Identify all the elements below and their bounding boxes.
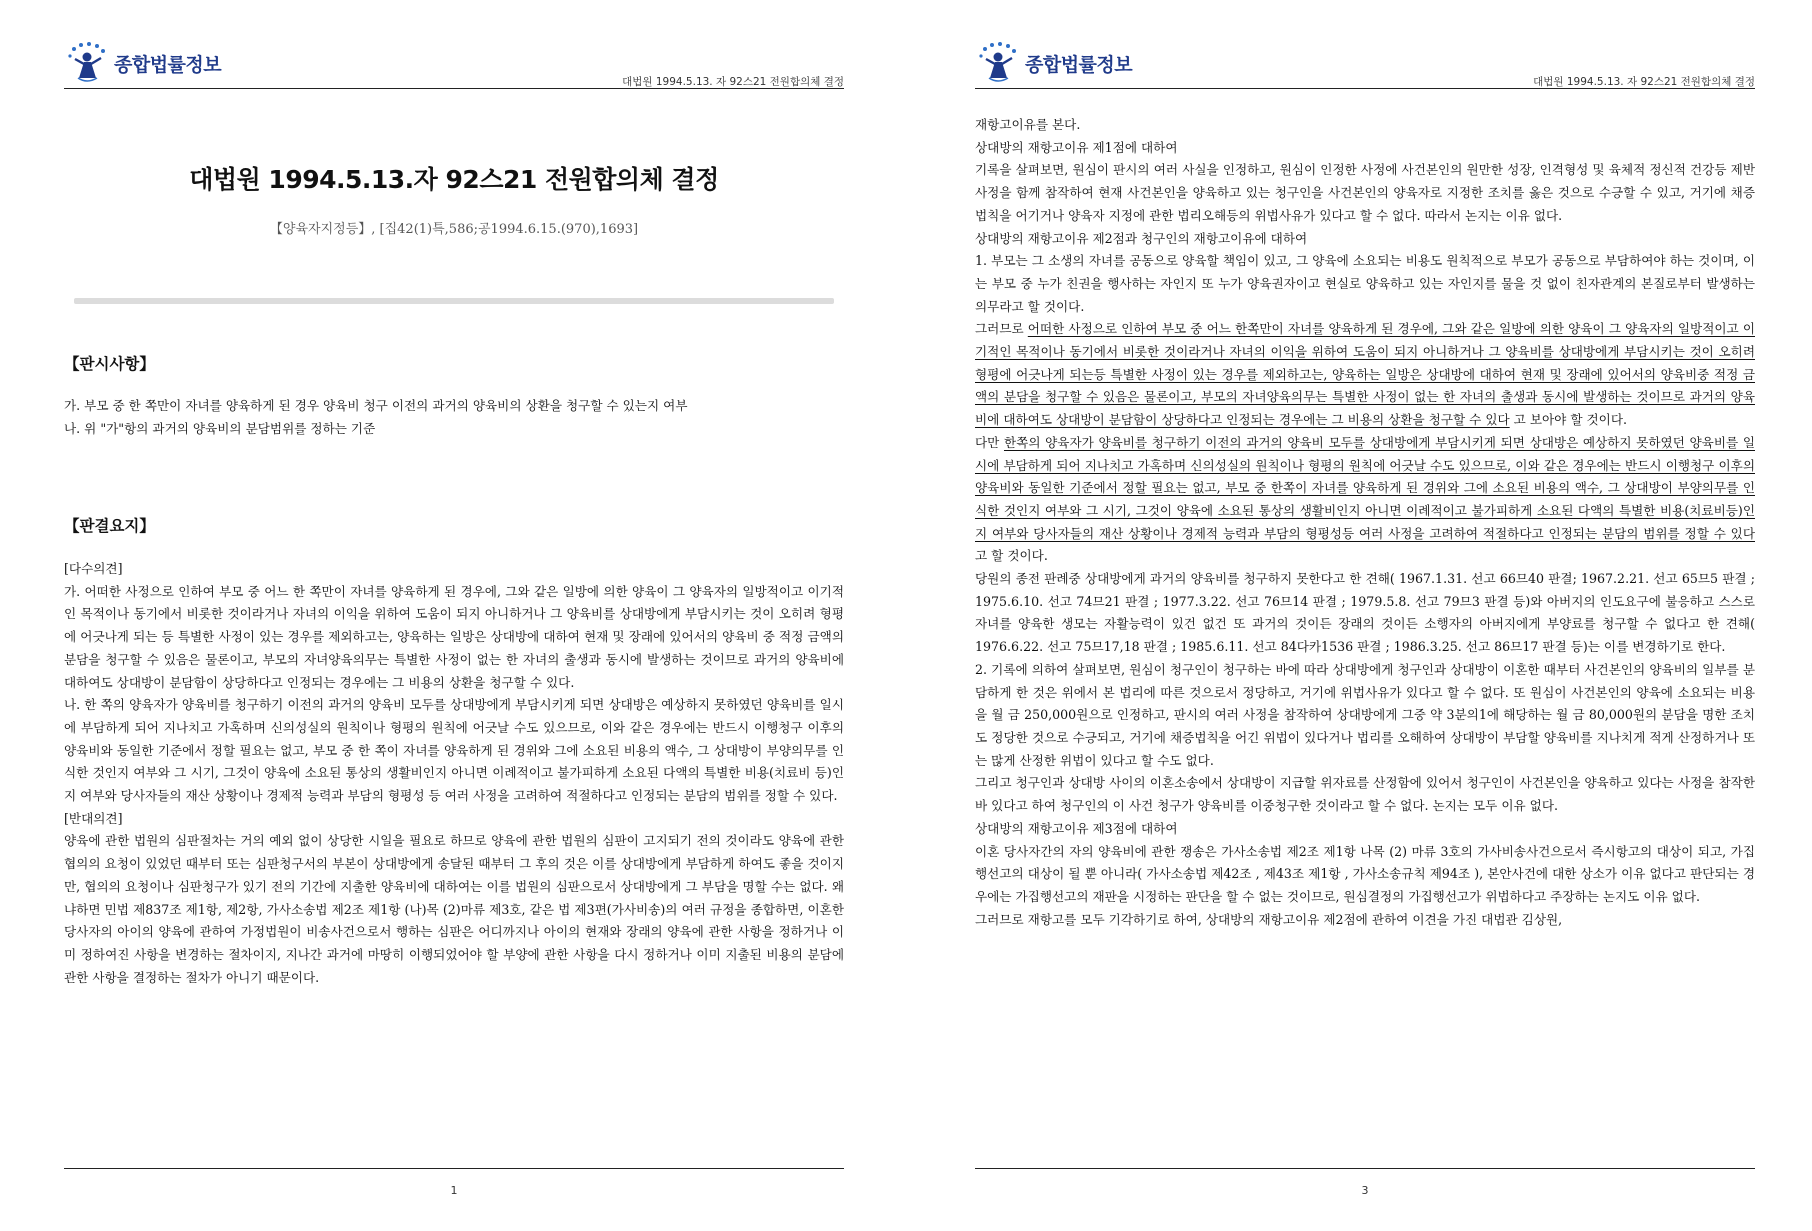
footer-rule [975,1168,1755,1169]
opinion-label-dissent: [반대의견] [64,810,123,826]
reasoning-subheading: 상대방의 재항고이유 제1점에 대하여 [975,139,1178,155]
reasoning-paragraph: 당원의 종전 판례중 상대방에게 과거의 양육비를 청구하지 못한다고 한 견해( 1967.1.31. 선고 66므40 판결; 1967.2.21. 선고 65므5 판결 ; 1975.6.10. 선고 74므21 판결 ; 1977.3.22. 선고 76므14 판결 ; 1979.5.8. 선고 79므3 판결 등)와 아버지의 인도요구에 불응하고 스스로 자녀를 양육한 생모는 자활능력이 있건 없건 또 과거의 것이든 장래의 것이든 소행자의 아버지에게 부양료를 청구할 수 없다고 한 견해( 1976.6.22. 선고 75므17,18 판결 ; 1985.6.11. 선고 84다카1536 판결 ; 1986.3.25. 선고 86므17 판결 등)는 이를 변경하기로 한다. [975,571,1755,655]
summary-paragraph: 나. 한 쪽의 양육자가 양육비를 청구하기 이전의 과거의 양육비 모두를 상대방에게 부담시키게 되면 상대방은 예상하지 못하였던 양육비를 일시에 부담하게 되어 지나치고 가혹하며 신의성실의 원칙이나 형평의 원칙에 어긋날 수도 있으므로, 이와 같은 경우에는 반드시 이행청구 이후의 양육비와 동일한 기준에서 정할 필요는 없고, 부모 중 한 쪽이 자녀를 양육하게 된 경위와 그에 소요된 비용의 액수, 그 상대방이 부양의무를 인식한 것인지 여부와 그 시기, 그것이 양육에 소요된 통상의 생활비인지 아니면 이례적이고 불가피하게 소요된 다액의 특별한 비용(치료비 등)인지 여부와 당사자들의 재산 상황이나 경제적 능력과 부담의 형평성 등 여러 사정을 고려하여 적절하다고 인정되는 분담의 범위를 정할 수 있다. [64,697,844,804]
reasoning-subheading: 상대방의 재항고이유 제3점에 대하여 [975,820,1178,836]
summary-paragraph: 양육에 관한 법원의 심판절차는 거의 예외 없이 상당한 시일을 필요로 하므로 양육에 관한 법원의 심판이 고지되기 전의 것이라도 양육에 관한 협의의 요청이 있었던 때부터 또는 심판청구서의 부본이 상대방에게 송달된 때부터 그 후의 것은 이를 상대방에게 부담하게 하여도 좋을 것이지만, 협의의 요청이나 심판청구가 있기 전의 기간에 지출한 양육비에 대하여는 이를 법원의 심판으로서 상대방에게 그 부담을 명할 수는 없다. 왜냐하면 민법 제837조 제1항, 제2항, 가사소송법 제2조 제1항 (나)목 (2)마류 제3호, 같은 법 제3편(가사비송)의 여러 규정을 종합하면, 이혼한 당사자의 아이의 양육에 관하여 가정법원이 비송사건으로서 행하는 심판은 어디까지나 아이의 현재와 장래의 양육에 관한 사항을 정하거나 이미 정하여진 사항을 변경하는 절차이지, 지나간 과거에 마땅히 이행되었어야 할 부양에 관한 사항을 다시 정하거나 이미 지출된 비용의 분담에 관한 사항을 결정하는 절차가 아니기 때문이다. [64,833,844,985]
reasoning-paragraph: 이혼 당사자간의 자의 양육비에 관한 쟁송은 가사소송법 제2조 제1항 나목 (2) 마류 3호의 가사비송사건으로서 즉시항고의 대상이 되고, 가집행선고의 대상이 될 뿐 아니라( 가사소송법 제42조 , 제43조 제1항 , 가사소송규칙 제94조 ), 본안사건에 대한 상소가 이유 없다고 판단되는 경우에는 가집행선고의 재판을 시정하는 판단을 할 수 없는 것이므로, 원심결정의 가집행선고가 위법하다고 주장하는 논지도 이유 없다. [975,843,1755,904]
court-logo [64,40,221,86]
holding-paragraph: 나. 위 "가"항의 과거의 양육비의 분담범위를 정하는 기준 [64,420,376,436]
page-number: 3 [1361,1184,1369,1197]
footer-rule [64,1168,844,1169]
page-header [975,40,1755,92]
reasoning-paragraph [975,318,1755,432]
underlined-holding-text: 한쪽의 양육자가 양육비를 청구하기 이전의 과거의 양육비 모두를 상대방에게 부담시키게 되면 상대방은 예상하지 못하였던 양육비를 일시에 부담하게 되어 지나치고 가혹하며 신의성실의 원칙이나 형평의 원칙에 어긋날 수도 있으므로, 이와 같은 경우에는 반드시 이행청구 이후의 양육비와 동일한 기준에서 정할 필요는 없고, 부모 중 한쪽이 자녀를 양육하게 된 경위와 그에 소요된 비용의 액수, 그 상대방이 부양의무를 인식한 것인지 여부와 그 시기, 그것이 양육에 소요된 통상의 생활비인지 아니면 이례적이고 불가피하게 소요된 다액의 특별한 비용(치료비등)인지 여부와 당사자들의 재산 상황이나 경제적 능력과 부담의 형평성등 여러 사정을 고려하여 적절하다고 인정되는 분담의 범위를 정할 수 있다 [975,434,1755,541]
page-number: 1 [450,1184,458,1197]
reasoning-paragraph: 그러므로 재항고를 모두 기각하기로 하여, 상대방의 재항고이유 제2점에 관하여 이견을 가진 대법관 김상원, [975,911,1563,927]
header-case-reference: 대법원 1994.5.13. 자 92스21 전원합의체 결정 [1533,76,1755,88]
reasoning-paragraph [975,432,1755,568]
text-run: 고 보아야 할 것이다. [1509,412,1628,428]
title-divider [74,298,834,304]
holding-paragraph: 가. 부모 중 한 쪽만이 자녀를 양육하게 된 경우 양육비 청구 이전의 과거의 양육비의 상환을 청구할 수 있는지 여부 [64,398,688,413]
reasoning-text [975,114,1755,931]
document-page-1 [64,0,844,1231]
header-rule [975,88,1755,89]
holding-text [64,395,844,440]
case-citation: 【양육자지정등】, [집42(1)특,586;공1994.6.15.(970),1693] [269,222,639,237]
document-title: 대법원 1994.5.13.자 92스21 전원합의체 결정 [189,165,719,194]
court-logo [975,40,1132,86]
reasoning-paragraph: 기록을 살펴보면, 원심이 판시의 여러 사실을 인정하고, 원심이 인정한 사정에 사건본인의 원만한 성장, 인격형성 및 육체적 정신적 건강등 제반사정을 함께 참작하여 현재 사건본인을 양육하고 있는 청구인을 사건본인의 양육자로 지정한 조치를 옳은 것으로 수긍할 수 있고, 거기에 채증법칙을 어기거나 양육자 지정에 관한 법리오해등의 위법사유가 있다고 할 수 없다. 따라서 논지는 이유 없다. [975,162,1755,223]
logo-text: 종합법률정보 [1025,53,1133,76]
section-heading-holding: 【판시사항】 [64,355,155,373]
underlined-holding-text: 어떠한 사정으로 인하여 부모 중 어느 한쪽만이 자녀를 양육하게 된 경우에, 그와 같은 일방에 의한 양육이 그 양육자의 일방적이고 이기적인 목적이나 동기에서 비롯한 것이라거나 자녀의 이익을 위하여 도움이 되지 아니하거나 그 양육비를 상대방에게 부담시키는 것이 오히려 형평에 어긋나게 되는등 특별한 사정이 있는 경우를 제외하고는, 양육하는 일방은 상대방에 대하여 현재 및 장래에 있어서의 양육비중 적정 금액의 분담을 청구할 수 있음은 물론이고, 부모의 자녀양육의무는 특별한 사정이 없는 한 자녀의 출생과 동시에 발생하는 것이므로 과거의 양육비에 대하여도 상대방이 분담함이 상당하다고 인정되는 경우에는 그 비용의 상환을 청구할 수 있다 [975,321,1755,428]
reasoning-paragraph: 1. 부모는 그 소생의 자녀를 공동으로 양육할 책임이 있고, 그 양육에 소요되는 비용도 원칙적으로 부모가 공동으로 부담하여야 하는 것이며, 이는 부모 중 누가 친권을 행사하는 자인지 또 누가 양육권자이고 현실로 양육하고 있는 자인지를 물을 것 없이 친자관계의 본질로부터 발생하는 의무라고 할 것이다. [975,253,1755,314]
reasoning-paragraph: 2. 기록에 의하여 살펴보면, 원심이 청구인이 청구하는 바에 따라 상대방에게 청구인과 상대방이 이혼한 때부터 사건본인의 양육비의 일부를 분담하게 한 것은 위에서 본 법리에 따른 것으로서 정당하고, 거기에 위법사유가 있다고 할 수 없다. 또 원심이 사건본인의 양육에 소요되는 비용을 월 금 250,000원으로 인정하고, 판시의 여러 사정을 참작하여 상대방에게 그중 약 3분의1에 해당하는 월 금 80,000원의 분담을 명한 조치도 정당한 것으로 수긍되고, 거기에 채증법칙을 어긴 위법이 있다거나 법리를 오해하여 상대방이 부담할 양육비를 지나치게 적게 산정하거나 또는 많게 산정한 위법이 있다고 할 수도 없다. [975,661,1755,768]
opinion-label-majority: [다수의견] [64,561,123,576]
logo-text: 종합법률정보 [114,53,222,76]
text-run: 다만 [975,434,1004,450]
summary-text [64,558,844,989]
reasoning-subheading: 상대방의 재항고이유 제2점과 청구인의 재항고이유에 대하여 [975,230,1308,246]
reasoning-paragraph: 그리고 청구인과 상대방 사이의 이혼소송에서 상대방이 지급할 위자료를 산정함에 있어서 청구인이 사건본인을 양육하고 있다는 사정을 참작한 바 있다고 하여 청구인의 이 사건 청구가 양육비를 이중청구한 것이라고 할 수 없다. 논지는 모두 이유 없다. [975,775,1755,814]
header-rule [64,88,844,89]
header-case-reference: 대법원 1994.5.13. 자 92스21 전원합의체 결정 [622,76,844,88]
reasoning-paragraph: 재항고이유를 본다. [975,117,1081,132]
summary-paragraph: 가. 어떠한 사정으로 인하여 부모 중 어느 한 쪽만이 자녀를 양육하게 된 경우에, 그와 같은 일방에 의한 양육이 그 양육자의 일방적이고 이기적인 목적이나 동기에서 비롯한 것이라거나 자녀의 이익을 위하여 도움이 되지 아니하거나 그 양육비를 상대방에게 부담시키는 것이 오히려 형평에 어긋나게 되는 등 특별한 사정이 있는 경우를 제외하고는, 양육하는 일방은 상대방에 대하여 현재 및 장래에 있어서의 양육비 중 적정 금액의 분담을 청구할 수 있음은 물론이고, 부모의 자녀양육의무는 특별한 사정이 없는 한 자녀의 출생과 동시에 발생하는 것이므로 과거의 양육비에 대하여도 상대방이 분담함이 상당하다고 인정되는 경우에는 그 비용의 상환을 청구할 수 있다. [64,583,844,690]
document-page-3 [975,0,1755,1231]
text-run: 그러므로 [975,321,1028,337]
section-heading-summary: 【판결요지】 [64,517,155,535]
justice-figure-icon [64,40,112,86]
page-header [64,40,844,92]
text-run: 고 할 것이다. [975,548,1048,564]
justice-figure-icon [975,40,1023,86]
